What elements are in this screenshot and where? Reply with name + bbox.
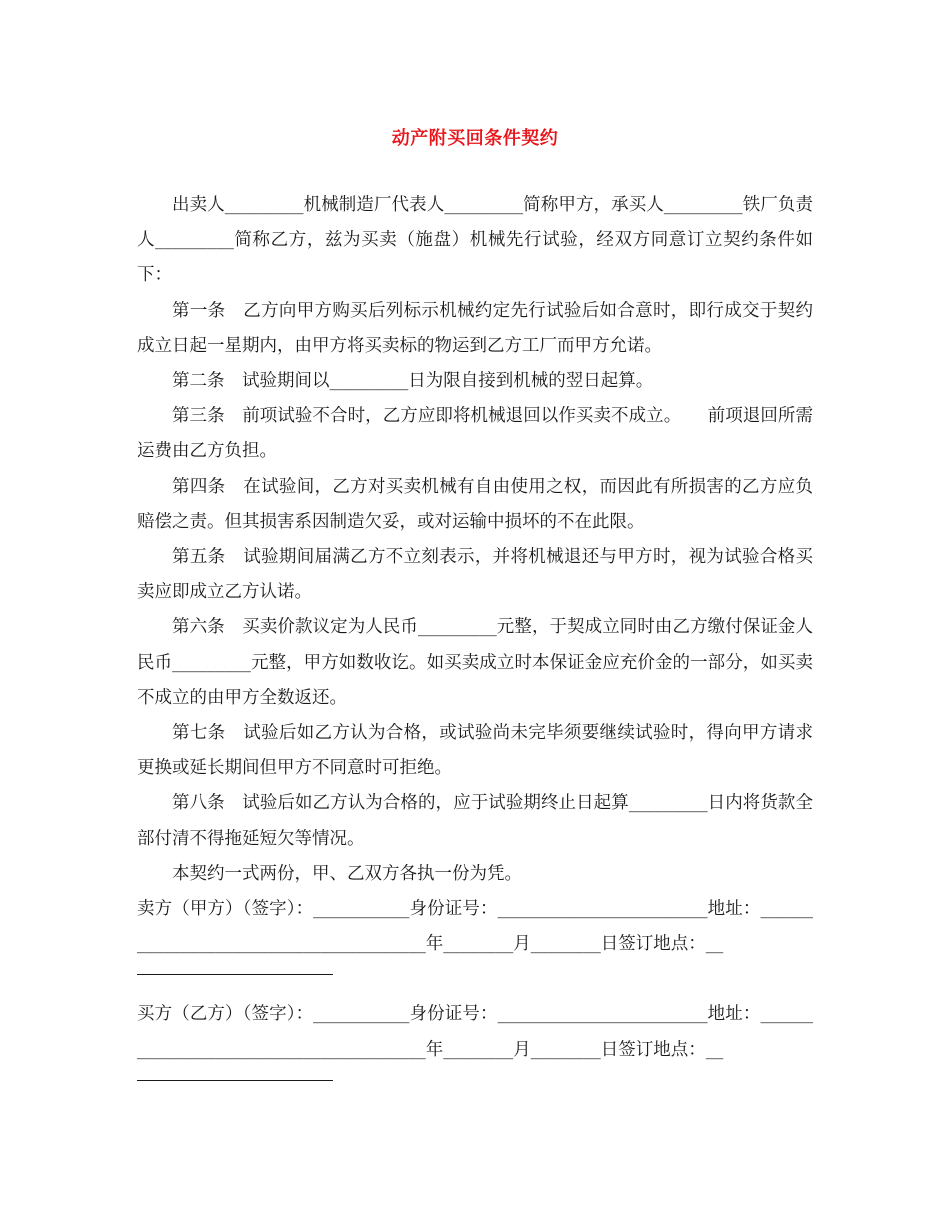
article-3: 第三条 前项试验不合时，乙方应即将机械退回以作买卖不成立。 前项退回所需运费由乙方负担。 bbox=[137, 406, 813, 462]
article-4: 第四条 在试验间，乙方对买卖机械有自由使用之权，而因此有所损害的乙方应负赔偿之责。但其损害系因制造欠妥，或对运输中损坏的不在此限。 bbox=[137, 476, 813, 532]
document-title: 动产附买回条件契约 bbox=[391, 128, 559, 149]
article-5: 第五条 试验期间届满乙方不立刻表示，并将机械退还与甲方时，视为试验合格买卖应即成立乙方认诺。 bbox=[137, 547, 813, 603]
document-body bbox=[137, 188, 813, 1103]
article-8: 第八条 试验后如乙方认为合格的，应于试验期终止日起算_________日内将货款全部付清不得拖延短欠等情况。 bbox=[137, 793, 813, 849]
buyer-signature-line: 买方（乙方）（签字）：___________身份证号：________________________地址：_______________________________________年________月________日签订地点：__ bbox=[137, 1004, 813, 1060]
article-2: 第二条 试验期间以_________日为限自接到机械的翌日起算。 bbox=[172, 371, 654, 392]
seller-signature-underline bbox=[137, 962, 333, 975]
seller-signature-line: 卖方（甲方）（签字）：___________身份证号：________________________地址：_______________________________________年________月________日签订地点：__ bbox=[137, 899, 813, 955]
article-6: 第六条 买卖价款议定为人民币_________元整，于契成立同时由乙方缴付保证金人民币_________元整，甲方如数收讫。如买卖成立时本保证金应充价金的一部分，如买卖不成立的由甲方全数返还。 bbox=[137, 617, 813, 708]
closing-paragraph: 本契约一式两份，甲、乙双方各执一份为凭。 bbox=[172, 863, 522, 884]
article-1: 第一条 乙方向甲方购买后列标示机械约定先行试验后如合意时，即行成交于契约成立日起一星期内，由甲方将买卖标的物运到乙方工厂而甲方允诺。 bbox=[137, 300, 813, 356]
intro-paragraph: 出卖人_________机械制造厂代表人_________简称甲方，承买人_________铁厂负责人_________简称乙方，兹为买卖（施盘）机械先行试验，经双方同意订立契约条件如下： bbox=[137, 195, 813, 286]
article-7: 第七条 试验后如乙方认为合格，或试验尚未完毕须要继续试验时，得向甲方请求更换或延长期间但甲方不同意时可拒绝。 bbox=[137, 723, 813, 779]
buyer-signature-underline bbox=[137, 1068, 333, 1081]
